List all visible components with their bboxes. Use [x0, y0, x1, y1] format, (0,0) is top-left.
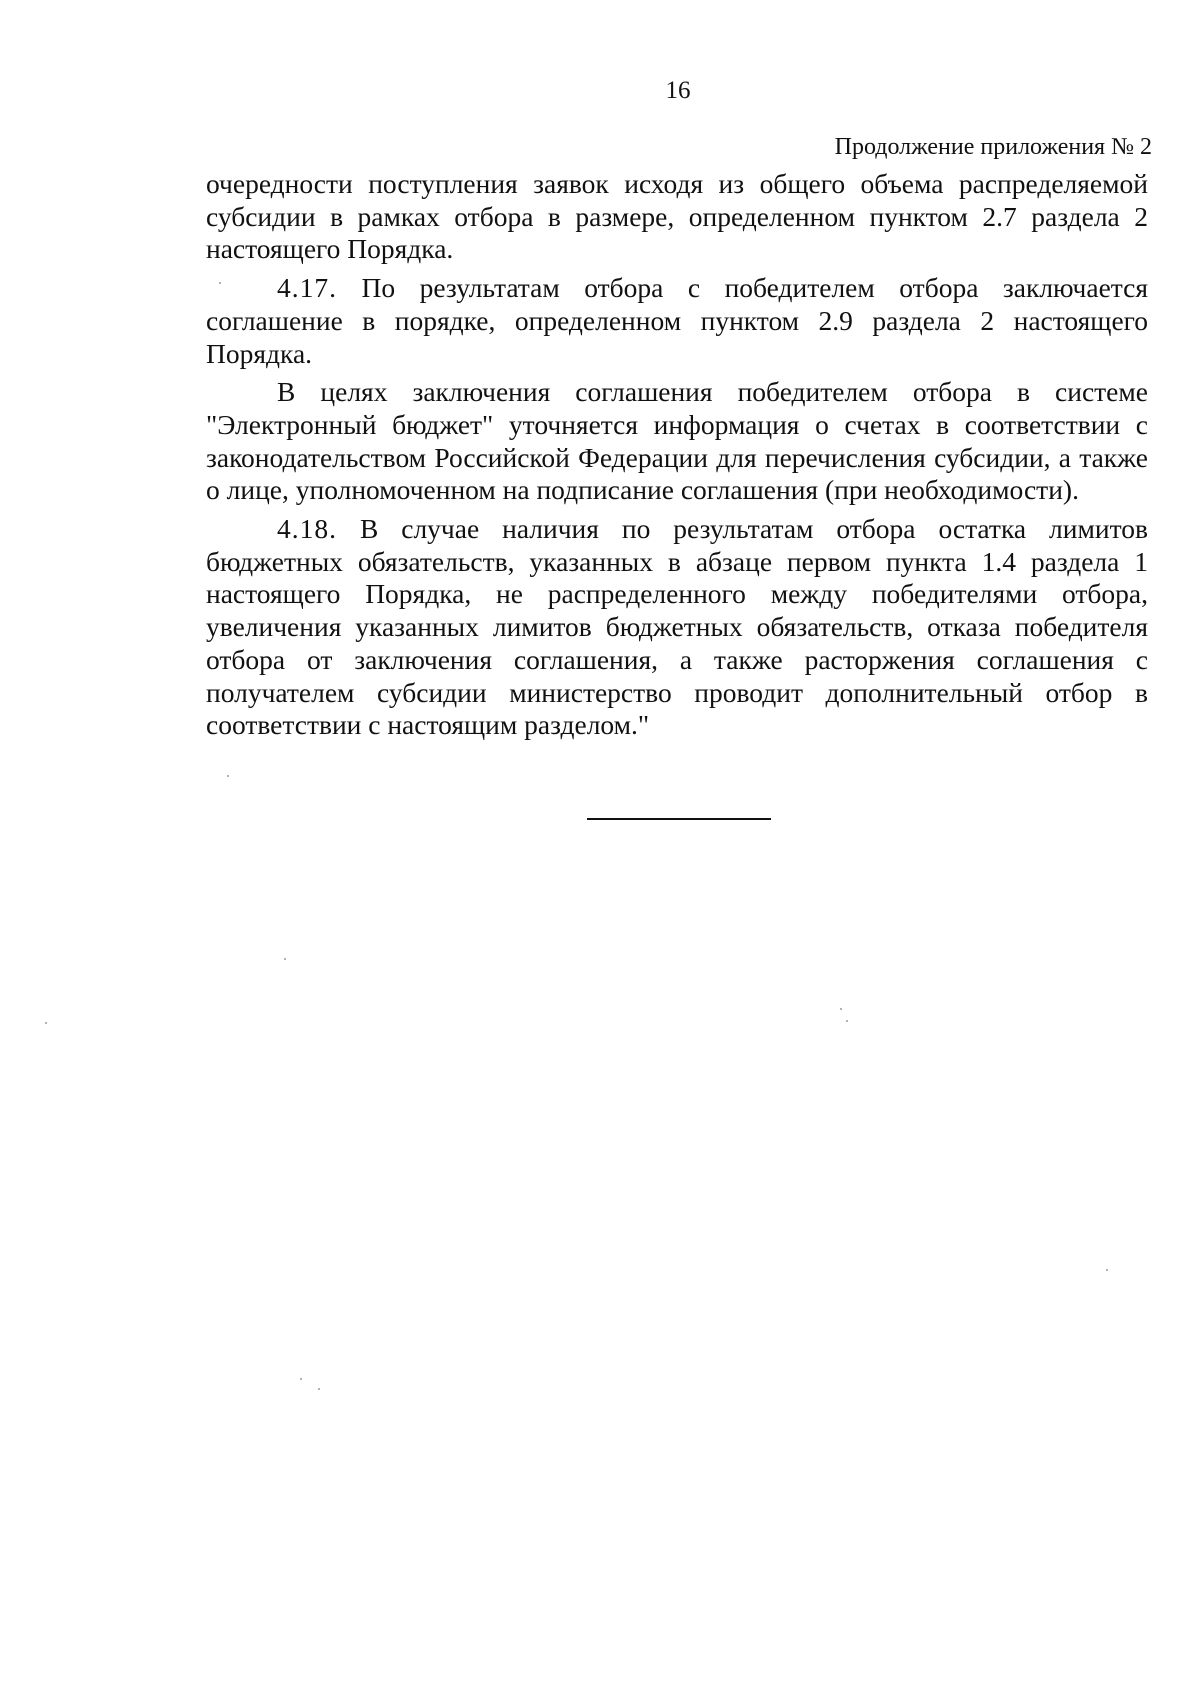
paragraph-item-4-17 — [206, 272, 1148, 370]
item-number: 4.17. — [277, 272, 337, 304]
scan-speck — [846, 1020, 848, 1022]
item-number: 4.18. — [277, 513, 337, 545]
scan-speck — [219, 282, 221, 284]
end-of-text-rule — [587, 818, 771, 820]
paragraph-item-4-18 — [206, 513, 1148, 742]
paragraph-text: По результатам отбора с победителем отбора заключается соглашение в порядке, определенном пунктом 2.9 раздела 2 настоящего Порядка. — [206, 272, 1148, 369]
paragraph-text: очередности поступления заявок исходя из общего объема распределяемой субсидии в рамках отбора в размере, определенном пунктом 2.7 раздела 2 настоящего Порядка. — [206, 168, 1148, 265]
document-body — [206, 168, 1148, 748]
scan-speck — [1106, 1269, 1108, 1271]
paragraph-continuation — [206, 168, 1148, 266]
page-number: 16 — [665, 77, 691, 104]
paragraph-text: В случае наличия по результатам отбора остатка лимитов бюджетных обязательств, указанных в абзаце первом пункта 1.4 раздела 1 настоящего Порядка, не распределенного между победителями отбора, увеличения указанных лимитов бюджетных обязательств, отказа победителя отбора от заключения соглашения, а также расторжения соглашения с получателем субсидии министерство проводит дополнительный отбор в соответствии с настоящим разделом." — [206, 513, 1148, 741]
scan-speck — [318, 1388, 320, 1390]
scan-speck — [840, 1008, 842, 1010]
annex-continuation-note: Продолжение приложения № 2 — [834, 134, 1152, 160]
scan-speck — [284, 958, 286, 960]
scan-speck — [45, 1022, 47, 1024]
scan-speck — [227, 775, 229, 777]
paragraph-electronic-budget — [206, 376, 1148, 507]
paragraph-text: В целях заключения соглашения победителем отбора в системе "Электронный бюджет" уточняется информация о счетах в соответствии с законодательством Российской Федерации для перечисления субсидии, а также о лице, уполномоченном на подписание соглашения (при необходимости). — [206, 376, 1148, 506]
scan-speck — [300, 1378, 302, 1380]
